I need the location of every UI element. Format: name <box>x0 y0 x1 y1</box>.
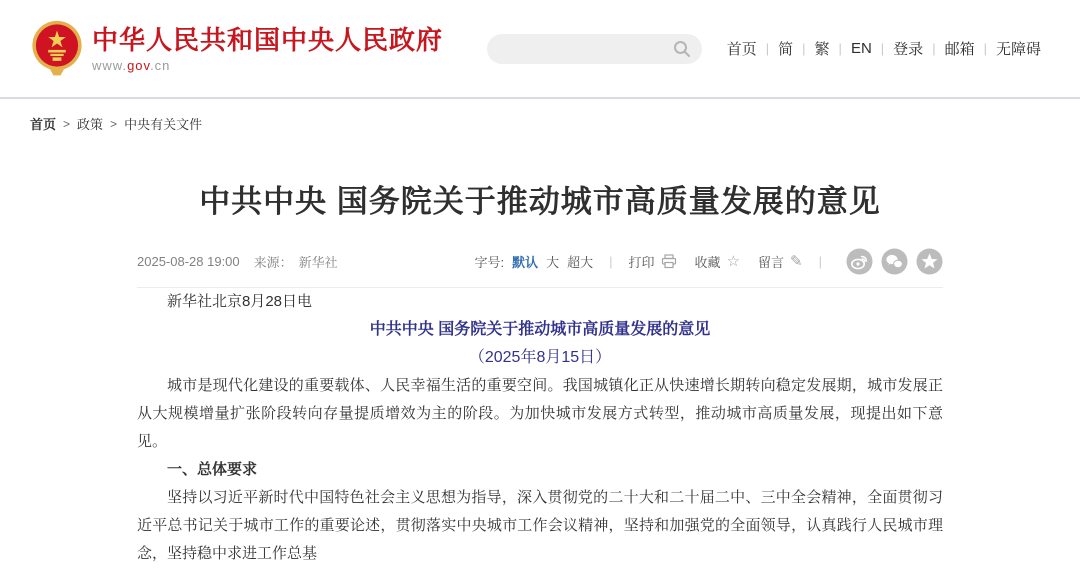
publish-date: 2025-08-28 19:00 <box>137 254 240 269</box>
star-icon: ☆ <box>726 253 741 270</box>
site-url <box>92 58 443 73</box>
share-group <box>838 248 943 275</box>
print-label: 打印 <box>628 255 655 270</box>
nav-login[interactable]: 登录 <box>893 41 924 58</box>
comment-label: 留言 <box>758 255 785 270</box>
breadcrumb-separator: > <box>110 116 118 131</box>
document-title: 中共中央 国务院关于推动城市高质量发展的意见 <box>369 321 711 338</box>
nav-home[interactable]: 首页 <box>726 41 757 58</box>
printer-icon <box>661 254 677 269</box>
breadcrumb <box>0 99 1080 143</box>
wechat-share-icon[interactable] <box>881 248 908 275</box>
site-url-cn: .cn <box>150 57 171 73</box>
nav-simplified[interactable]: 简 <box>778 41 794 58</box>
fontsize-label: 字号: <box>474 255 505 270</box>
nav-separator: | <box>838 41 842 56</box>
comment-button[interactable] <box>758 252 803 271</box>
nav-traditional[interactable]: 繁 <box>814 41 830 58</box>
search-box[interactable] <box>487 34 702 64</box>
site-header <box>0 0 1080 99</box>
site-url-www: www. <box>92 57 128 73</box>
favorite-button[interactable] <box>695 252 740 271</box>
page-title: 中共中央 国务院关于推动城市高质量发展的意见 <box>199 184 881 219</box>
dateline: 新华社北京8月28日电 <box>167 293 313 310</box>
meta-right <box>474 248 943 275</box>
paragraph-general-requirements: 坚持以习近平新时代中国特色社会主义思想为指导，深入贯彻党的二十大和二十届二中、三中全会精神，全面贯彻习近平总书记关于城市工作的重要论述，贯彻落实中央城市工作会议精神，坚持和加强党的全面领导，认真践行人民城市理念，坚持稳中求进工作总基 <box>137 489 943 562</box>
search-input[interactable] <box>487 34 702 64</box>
nav-separator: | <box>802 41 806 56</box>
meta-separator: | <box>609 254 613 269</box>
section-heading-1: 一、总体要求 <box>167 461 258 478</box>
meta-separator: | <box>818 254 822 269</box>
article-body <box>137 288 943 568</box>
favorite-label: 收藏 <box>694 255 721 270</box>
fontsize-default-button[interactable]: 默认 <box>512 255 539 270</box>
breadcrumb-home[interactable]: 首页 <box>30 117 57 132</box>
site-logo[interactable] <box>30 20 443 78</box>
paragraph-intro: 城市是现代化建设的重要载体、人民幸福生活的重要空间。我国城镇化正从快速增长期转向稳定发展期，城市发展正从大规模增量扩张阶段转向存量提质增效为主的阶段。为加快城市发展方式转型，推动城市高质量发展，现提出如下意见。 <box>137 377 943 450</box>
nav-separator: | <box>983 41 987 56</box>
pencil-icon: ✎ <box>790 253 803 270</box>
article-page <box>137 176 943 568</box>
search-icon[interactable] <box>673 40 691 58</box>
print-button[interactable] <box>629 252 677 271</box>
nav-accessibility[interactable]: 无障碍 <box>995 41 1041 58</box>
national-emblem-icon <box>30 20 84 78</box>
nav-english[interactable]: EN <box>850 40 872 57</box>
document-date: （2025年8月15日） <box>468 349 612 366</box>
article-meta <box>137 248 943 275</box>
source-label: 来源： <box>253 255 293 270</box>
meta-left <box>137 252 338 271</box>
fontsize-xlarge-button[interactable]: 超大 <box>567 255 594 270</box>
source-value: 新华社 <box>298 255 338 270</box>
nav-separator: | <box>765 41 770 56</box>
nav-mail[interactable]: 邮箱 <box>944 41 975 58</box>
top-nav <box>718 38 1050 59</box>
breadcrumb-separator: > <box>63 116 71 131</box>
nav-separator: | <box>932 41 936 56</box>
nav-separator: | <box>880 41 885 56</box>
fontsize-large-button[interactable]: 大 <box>546 255 560 270</box>
breadcrumb-policy[interactable]: 政策 <box>77 117 104 132</box>
site-url-gov: gov <box>127 57 151 73</box>
qzone-share-icon[interactable] <box>916 248 943 275</box>
weibo-share-icon[interactable] <box>846 248 873 275</box>
breadcrumb-current: 中央有关文件 <box>124 117 203 132</box>
site-name: 中华人民共和国中央人民政府 <box>92 24 444 55</box>
